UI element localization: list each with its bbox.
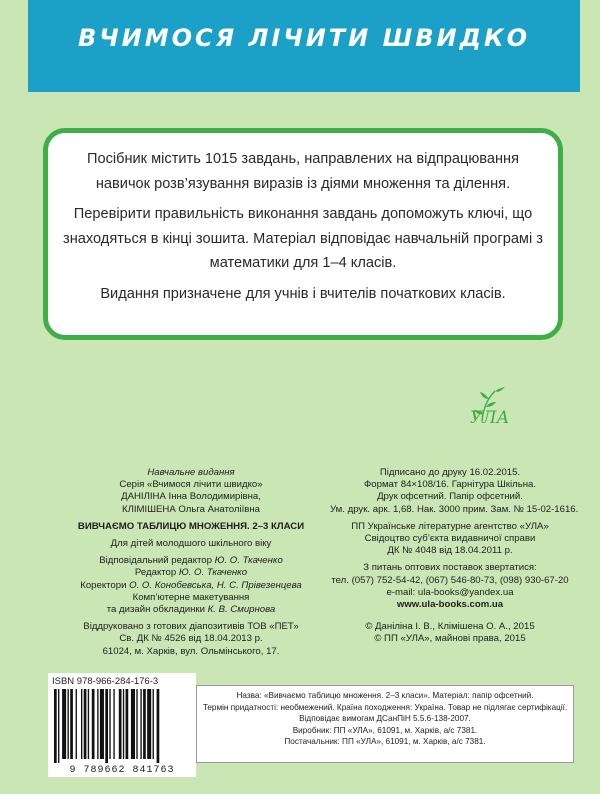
series-name: Серія «Вчимося лічити швидко» [119, 479, 263, 491]
label-line-1: Назва: «Вивчаємо таблицю множення. 2–3 класи». Матеріал: папір офсетний. [236, 691, 534, 700]
layout-credit: Комп’ютерне макетування [132, 591, 250, 603]
publisher-certificate-number: ДК № 4048 від 18.04.2011 р. [387, 545, 513, 557]
author-2: КЛІМІШЕНА Ольга Анатоліївна [122, 503, 260, 515]
product-label [196, 685, 574, 763]
responsible-editor-line [60, 555, 322, 567]
correctors-names: О. О. Конобевська, Н. С. Прівезенцева [129, 579, 302, 591]
editor-label: Редактор [134, 567, 177, 579]
series-header-banner [28, 0, 580, 92]
author-1: ДАНІЛІНА Інна Володимирівна, [121, 491, 261, 503]
copyright-publisher: © ПП «УЛА», майнові права, 2015 [374, 633, 526, 645]
description-paragraph-2: Перевірити правильність виконання завдань допоможуть ключі, що знаходяться в кінці зошита. Матеріал відповідає навчальній програмі з математики для 1–4 класів. [63, 206, 543, 272]
responsible-editor-name: Ю. О. Ткаченко [214, 555, 283, 567]
book-title: ВИВЧАЄМО ТАБЛИЦЮ МНОЖЕННЯ. 2–3 КЛАСИ [77, 520, 305, 532]
publisher-logo-icon [465, 385, 517, 429]
label-line-5: Постачальник: ПП «УЛА», 61091, м. Харків, а/с 7381. [284, 737, 486, 747]
logo-text: УЛА [470, 408, 510, 428]
correctors-line [60, 580, 322, 592]
print-type: Друк офсетний. Папір офсетний. [377, 491, 523, 503]
editor-name: Ю. О. Ткаченко [178, 567, 248, 579]
responsible-editor-label: Відповідальний редактор [99, 555, 212, 567]
sheet-info: Ум. друк. арк. 1,68. Нак. 3000 прим. Зам. № 15-02-1616. [330, 503, 579, 515]
cover-designer-name: К. В. Смирнова [207, 604, 276, 616]
barcode-digits: 9 789662 841763 [69, 765, 175, 776]
isbn-number: ISBN 978-966-284-176-3 [52, 676, 159, 687]
description-box [43, 128, 563, 340]
description-paragraph-3: Видання призначене для учнів і вчителів початкових класів. [100, 285, 506, 302]
website-link[interactable]: www.ula-books.com.ua [396, 599, 504, 611]
email-address: e-mail: ula-books@yandex.ua [386, 586, 514, 598]
label-line-4: Виробник: ПП «УЛА», 61091, м. Харків, а/с 7381. [292, 725, 478, 735]
printer-address: 61024, м. Харків, вул. Ольмінського, 17. [102, 645, 280, 657]
printer-info: Віддруковано з готових діапозитивів ТОВ «ПЕТ» [83, 621, 299, 633]
barcode-icon [54, 689, 190, 763]
label-line-3: Відповідає вимогам ДСанПіН 5.5.6-138-2007. [299, 714, 471, 724]
format-info: Формат 84×108/16. Гарнітура Шкільна. [364, 479, 536, 491]
printer-certificate: Св. ДК № 4526 від 18.04.2013 р. [119, 633, 263, 645]
barcode-block [48, 673, 196, 777]
editor-line [60, 567, 322, 579]
edition-type: Навчальне видання [147, 467, 235, 478]
copyright-authors: © Даніліна І. В., Клімішена О. А., 2015 [365, 621, 535, 633]
imprint-column [60, 467, 322, 658]
publisher-certificate-label: Свідоцтво суб’єкта видавничої справи [364, 533, 536, 545]
target-audience: Для дітей молодшого шкільного віку [110, 538, 272, 550]
print-details-column [330, 467, 579, 646]
label-line-2: Термін придатності: необмежений. Країна походження: Україна. Товар не підлягає сертифікації. [202, 702, 568, 712]
publisher-name: ПП Українське літературне агентство «УЛА» [351, 520, 549, 532]
correctors-label: Коректори [80, 579, 127, 591]
cover-design-line [60, 604, 322, 616]
cover-design-label: та дизайн обкладинки [106, 604, 205, 616]
signed-date: Підписано до друку 16.02.2015. [379, 467, 521, 478]
wholesale-contact-label: З питань оптових поставок звертатися: [363, 562, 537, 574]
phone-numbers: тел. (057) 752-54-42, (067) 546-80-73, (098) 930-67-20 [331, 574, 569, 586]
description-paragraph-1: Посібник містить 1015 завдань, направлених на відпрацювання навичок розв’язування виразів із діями множення та ділення. [86, 151, 520, 192]
series-title: ВЧИМОСЯ ЛІЧИТИ ШВИДКО [77, 24, 531, 52]
